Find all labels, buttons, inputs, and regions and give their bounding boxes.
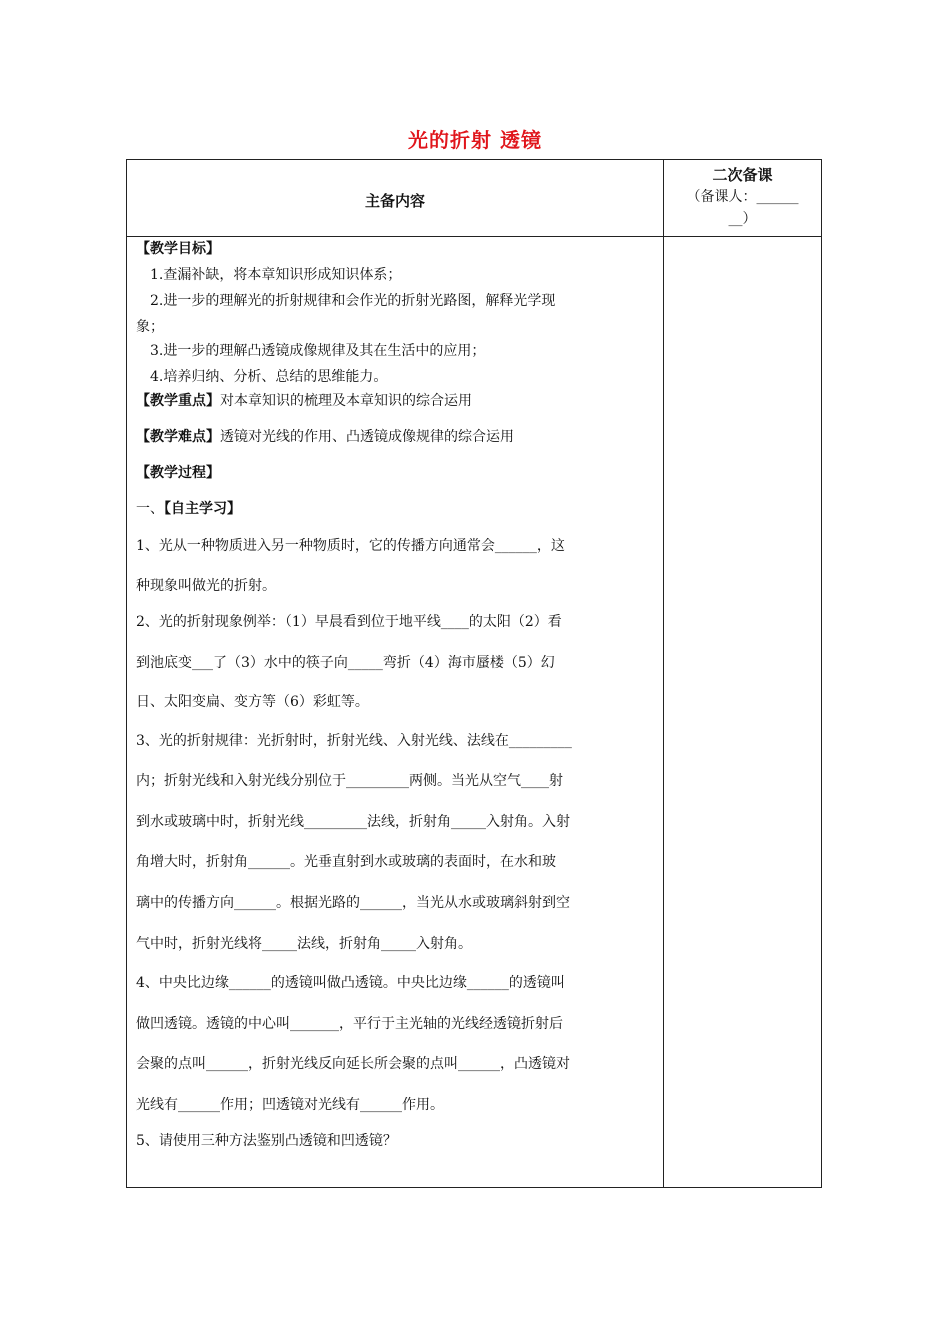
second-prep-title: 二次备课 <box>712 166 773 184</box>
preparer-field-end: __） <box>728 211 757 227</box>
question-line: 角增大时，折射角______。光垂直射到水或玻璃的表面时，在水和玻 <box>136 854 556 870</box>
question-line: 日、太阳变扁、变方等（6）彩虹等。 <box>136 694 369 710</box>
question-line: 璃中的传播方向______。根据光路的______，当光从水或玻璃斜射到空 <box>136 895 570 911</box>
question-line: 4、中央比边缘______的透镜叫做凸透镜。中央比边缘______的透镜叫 <box>136 975 565 991</box>
self-study-prefix: 一、 <box>136 501 164 517</box>
question-line: 做凹透镜。透镜的中心叫_______，平行于主光轴的光线经透镜折射后 <box>136 1016 563 1032</box>
lesson-table <box>126 159 822 1188</box>
difficulty <box>136 426 514 446</box>
question-line: 2、光的折射现象例举：（1）早晨看到位于地平线____的太阳（2）看 <box>136 614 562 630</box>
question-line: 1、光从一种物质进入另一种物质时，它的传播方向通常会______，这 <box>136 538 565 554</box>
question-line: 气中时，折射光线将_____法线，折射角_____入射角。 <box>136 936 472 952</box>
question-line: 到水或玻璃中时，折射光线_________法线，折射角_____入射角。入射 <box>136 814 570 830</box>
objective-item: 3.进一步的理解凸透镜成像规律及其在生活中的应用； <box>150 343 486 359</box>
main-content-header: 主备内容 <box>364 192 425 210</box>
question-line: 3、光的折射规律：光折射时，折射光线、入射光线、法线在_________ <box>136 733 572 749</box>
objective-item: 2.进一步的理解光的折射规律和会作光的折射光路图，解释光学现 <box>150 293 556 309</box>
question-line: 光线有______作用；凹透镜对光线有______作用。 <box>136 1097 444 1113</box>
question-line: 会聚的点叫______，折射光线反向延长所会聚的点叫______，凸透镜对 <box>136 1056 570 1072</box>
objective-item: 象； <box>136 319 164 335</box>
objective-item: 4.培养归纳、分析、总结的思维能力。 <box>150 369 388 385</box>
objective-item: 1.查漏补缺，将本章知识形成知识体系； <box>150 267 402 283</box>
question-line: 种现象叫做光的折射。 <box>136 578 276 594</box>
difficulty-text: 透镜对光线的作用、凸透镜成像规律的综合运用 <box>220 429 514 445</box>
self-study-label: 【自主学习】 <box>164 501 241 517</box>
header-divider <box>127 236 821 237</box>
page-title: 光的折射 透镜 <box>408 128 542 152</box>
preparer-field: （备课人：______ <box>686 189 799 205</box>
column-divider <box>663 160 664 1187</box>
process-heading: 【教学过程】 <box>136 465 220 481</box>
key-point-text: 对本章知识的梳理及本章知识的综合运用 <box>220 393 472 409</box>
question-line: 到池底变___了（3）水中的筷子向_____弯折（4）海市蜃楼（5）幻 <box>136 655 555 671</box>
key-point <box>136 390 472 410</box>
second-prep-header <box>664 164 821 230</box>
key-point-label: 【教学重点】 <box>136 393 220 409</box>
objectives-heading: 【教学目标】 <box>136 241 220 257</box>
question-line: 5、请使用三种方法鉴别凸透镜和凹透镜？ <box>136 1133 397 1149</box>
question-line: 内；折射光线和入射光线分别位于_________两侧。当光从空气____射 <box>136 773 563 789</box>
difficulty-label: 【教学难点】 <box>136 429 220 445</box>
self-study-heading <box>136 498 241 518</box>
